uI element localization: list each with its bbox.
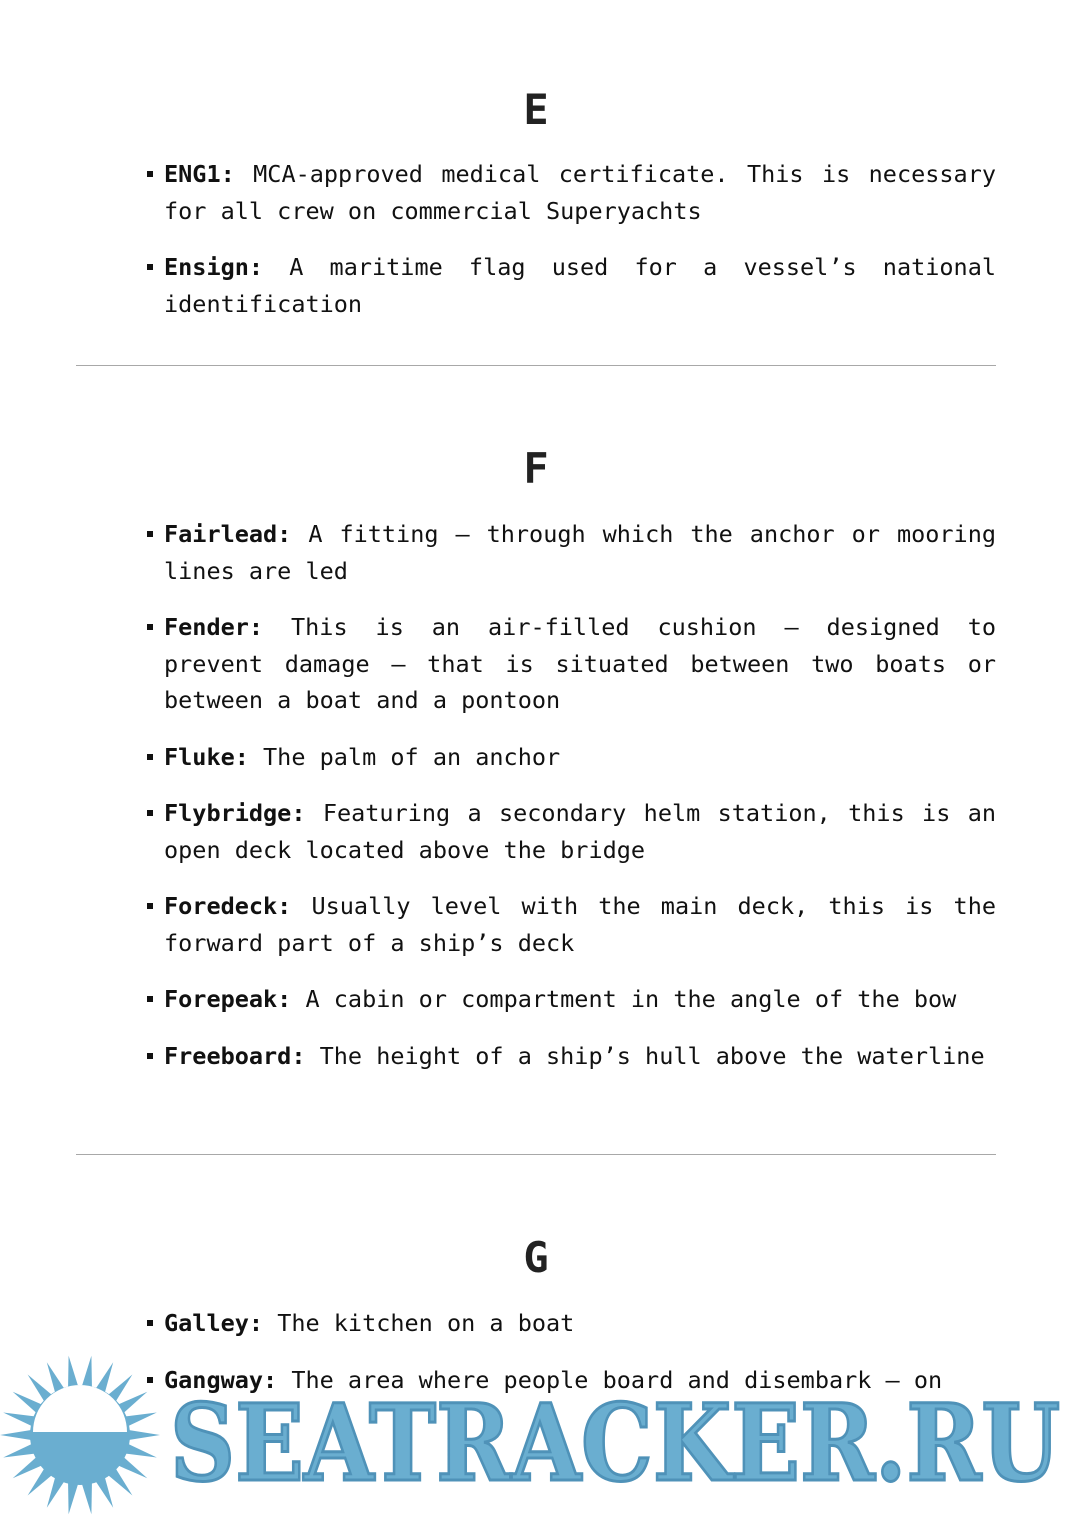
list-item [164,249,996,322]
term-definition: A cabin or compartment in the angle of the bow [291,985,957,1013]
term-definition: A fitting – through which the anchor or mooring lines are led [164,520,996,585]
sun-ray [68,1479,79,1514]
section-f [76,446,996,1094]
term-definition: Usually level with the main deck, this is the forward part of a ship’s deck [164,892,996,957]
sun-ray [81,1479,92,1514]
sun-ray [47,1474,66,1508]
list-item [164,156,996,229]
section-heading: F [523,444,549,493]
section-e [76,87,996,342]
section-heading: G [523,1233,549,1282]
sun-ray [13,1392,45,1415]
sun-ray [13,1455,45,1478]
term-name: Freeboard: [164,1041,306,1070]
section-heading: E [523,85,549,134]
term-definition: MCA-approved medical certificate. This is necessary for all crew on commercial Superyachts [164,160,996,225]
term-definition: This is an air-filled cushion – designed to prevent damage – that is situated between two boats or between a boat and a pontoon [164,613,996,714]
sun-ray [106,1466,133,1496]
term-name: ENG1: [164,160,235,188]
term-name: Galley: [164,1309,264,1337]
section-divider [76,365,996,366]
term-name: Foredeck: [164,892,292,920]
sun-ray [94,1474,113,1508]
term-name: Gangway: [164,1365,278,1394]
sun-ray [28,1375,55,1405]
sun-ray [126,1430,160,1441]
term-name: Flybridge: [164,799,306,827]
term-definition: The palm of an anchor [248,742,561,771]
term-name: Fluke: [164,742,249,771]
term-definition: Featuring a secondary helm station, this is an open deck located above the bridge [164,799,996,864]
sun-ray [122,1443,157,1458]
sun-ray [115,1455,147,1478]
term-list [76,516,996,1074]
term-list [76,156,996,322]
list-item [164,609,996,719]
sun-ray [3,1443,38,1458]
term-definition: The height of a ship’s hull above the waterline [305,1041,985,1070]
sun-ray [3,1413,38,1428]
list-item [164,795,996,868]
term-name: Forepeak: [164,985,292,1013]
term-name: Fender: [164,613,264,641]
list-item [164,1362,996,1399]
list-item [164,739,996,776]
section-g [76,1235,996,1418]
term-definition: The area where people board and disembark – on [277,1365,943,1394]
watermark-text: SEATRACKER.RU [170,1380,1060,1505]
term-name: Ensign: [164,253,264,281]
sun-ray [47,1362,66,1396]
list-item [164,516,996,589]
sun-ray [0,1430,34,1441]
term-definition: The kitchen on a boat [263,1309,575,1337]
sun-ray [28,1466,55,1496]
list-item [164,981,996,1018]
term-name: Fairlead: [164,520,292,548]
section-divider [76,1154,996,1155]
list-item [164,1038,996,1075]
term-list [76,1305,996,1398]
term-definition: A maritime flag used for a vessel’s national identification [164,253,996,318]
list-item [164,888,996,961]
list-item [164,1305,996,1342]
